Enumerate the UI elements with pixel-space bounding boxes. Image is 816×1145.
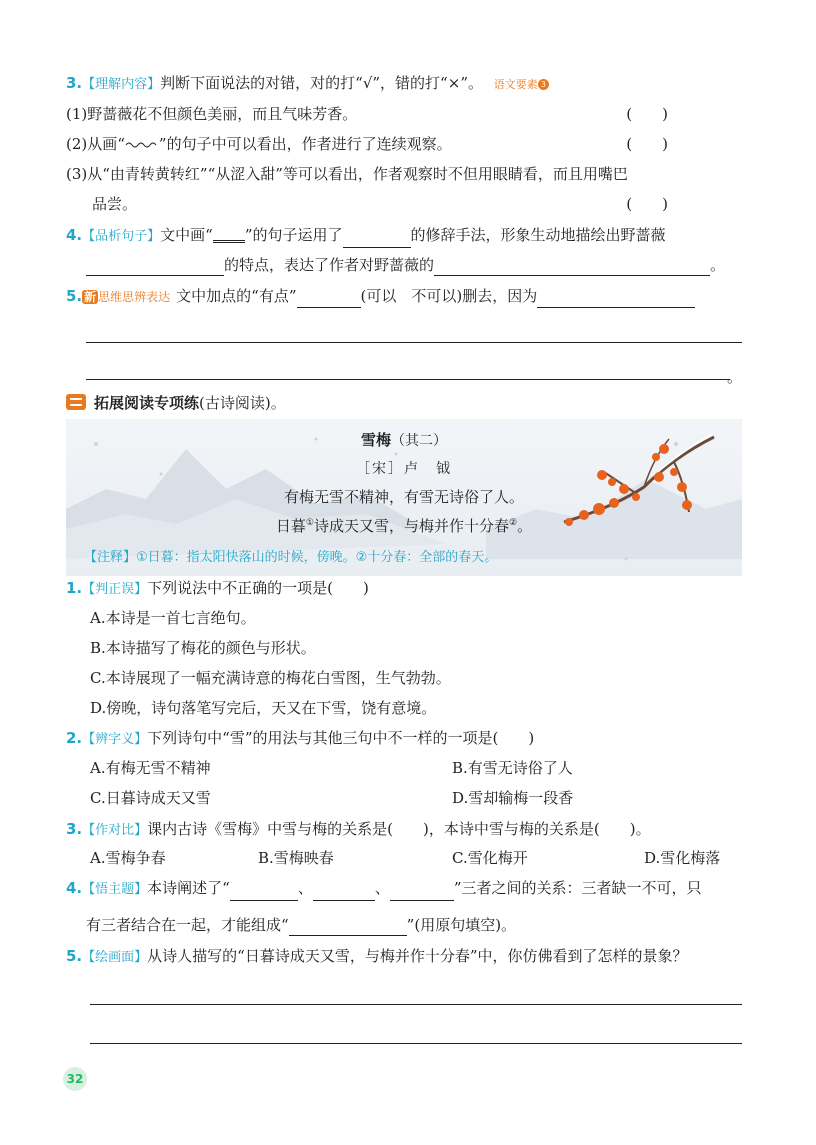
q3-x-mark: ×	[447, 74, 461, 92]
q5-number: 5.	[66, 287, 83, 305]
poem-title-sub: （其二）	[391, 433, 447, 449]
s2-q3-option-b[interactable]: B.雪梅映春	[258, 849, 334, 867]
q3-item-3-cont-text: 品尝。	[92, 195, 138, 213]
s2-q4-text-c: 有三者结合在一起，才能组成“	[86, 916, 289, 934]
badge-label: 语文要素	[493, 78, 538, 91]
q3-tag: 【理解内容】	[82, 77, 161, 92]
q4-blank-feeling[interactable]	[434, 259, 710, 276]
s2-q2-tag: 【辨字义】	[82, 732, 148, 747]
s2-q4-blank-4[interactable]	[289, 919, 407, 936]
q3-text: 判断下面说法的对错，对的打“√”，错的打“	[160, 74, 448, 92]
s2-q1-option-a[interactable]: A.本诗是一首七言绝句。	[90, 609, 256, 627]
q3-item-3-cont	[92, 193, 742, 215]
s2-q5-text: 从诗人描写的“日暮诗成天又雪，与梅并作十分春”中，你仿佛看到了怎样的景象？	[147, 947, 688, 965]
s2-q5-number: 5.	[66, 947, 83, 965]
q5-blank-choice[interactable]	[297, 291, 361, 308]
section-2-subtitle: (古诗阅读)。	[199, 394, 286, 412]
q3-item-3	[66, 163, 742, 185]
s2-q4-text-d: ”(用原句填空)。	[406, 916, 517, 934]
q3-number: 3.	[66, 74, 83, 92]
q5-end-period: 。	[726, 368, 742, 386]
s2-q2-option-a[interactable]: A.有梅无雪不精神	[90, 759, 211, 777]
q4-number: 4.	[66, 226, 83, 244]
s2-q2-option-d[interactable]: D.雪却输梅一段香	[452, 789, 574, 807]
poem-line-2-c: 。	[517, 517, 533, 535]
s2-q5-answer-line-1[interactable]	[90, 1004, 742, 1005]
q5-text-b: (可以 不可以)删去，因为	[360, 287, 538, 305]
q4-text-d: 的特点，表达了作者对野蔷薇的	[224, 256, 435, 274]
poem-box	[66, 419, 742, 576]
q3-item-2-text-b: ”的句子中可以看出，作者进行了连续观察。	[158, 135, 452, 153]
s2-q4-tag: 【悟主题】	[82, 882, 148, 897]
q3-item-2-text-a: (2)从画“	[66, 135, 125, 153]
s2-q3-number: 3.	[66, 820, 83, 838]
s2-q4-blank-3[interactable]	[390, 884, 454, 901]
q3-item-2	[66, 133, 742, 155]
s2-q2	[66, 727, 742, 749]
q5-line-1	[66, 285, 742, 307]
q4-blank-rhetoric[interactable]	[343, 231, 411, 248]
poem-title	[66, 429, 742, 450]
s2-q1	[66, 577, 742, 599]
s2-q2-option-c[interactable]: C.日暮诗成天又雪	[90, 789, 211, 807]
section-2-header	[66, 392, 286, 414]
language-element-badge	[494, 74, 549, 96]
q4-line-2	[86, 254, 742, 276]
s2-q3-tag: 【作对比】	[82, 823, 148, 838]
poem-line-2-a: 日暮	[275, 517, 306, 535]
thinking-tag-label: 思维思辨表达	[98, 290, 171, 304]
s2-q1-option-c[interactable]: C.本诗展现了一幅充满诗意的梅花白雪图，生气勃勃。	[90, 669, 451, 687]
q3-item-1	[66, 103, 742, 125]
page-number: 32	[63, 1067, 87, 1091]
s2-q5-answer-line-2[interactable]	[90, 1043, 742, 1044]
s2-q2-option-b[interactable]: B.有雪无诗俗了人	[452, 759, 573, 777]
double-underline-icon	[213, 230, 245, 243]
s2-q1-tag: 【判正误】	[82, 582, 148, 597]
poem-line-2-b: 诗成天又雪，与梅并作十分春	[313, 517, 509, 535]
q3-item-1-text: (1)野蔷薇花不但颜色美丽，而且气味芳香。	[66, 105, 358, 123]
answer-line-2[interactable]	[86, 379, 730, 380]
q5-text-a: 文中加点的“有点”	[176, 287, 297, 305]
s2-q4-text-a: 本诗阐述了“	[147, 879, 230, 897]
new-thinking-tag	[82, 290, 170, 304]
poem-author: ［宋］卢 钺	[356, 461, 452, 477]
s2-q4-sep-1: 、	[297, 879, 313, 897]
poem-notes: 【注释】①日暮：指太阳快落山的时候，傍晚。②十分春：全部的春天。	[84, 550, 498, 565]
s2-q3	[66, 818, 742, 840]
wavy-underline-icon	[125, 141, 159, 149]
s2-q1-option-b[interactable]: B.本诗描写了梅花的颜色与形状。	[90, 639, 316, 657]
poem-title-text: 雪梅	[360, 431, 391, 449]
footnote-2-mark: ②	[509, 518, 518, 528]
badge-number: 3	[538, 79, 549, 90]
s2-q4-line-1	[66, 877, 742, 899]
q3-item-3-text: (3)从“由青转黄转红”“从涩入甜”等可以看出，作者观察时不但用眼睛看，而且用嘴巴	[66, 165, 628, 183]
answer-line-1[interactable]	[86, 342, 742, 343]
q4-line-1	[66, 224, 742, 246]
s2-q1-option-d[interactable]: D.傍晚，诗句落笔写完后，天又在下雪，饶有意境。	[90, 699, 437, 717]
q4-blank-feature[interactable]	[86, 259, 224, 276]
s2-q4-number: 4.	[66, 879, 83, 897]
q3-header	[66, 72, 742, 94]
s2-q2-text: 下列诗句中“雪”的用法与其他三句中不一样的一项是( )	[147, 729, 535, 747]
s2-q4-blank-2[interactable]	[313, 884, 375, 901]
s2-q2-number: 2.	[66, 729, 83, 747]
new-tag-label: 新	[84, 290, 97, 304]
answer-paren-1[interactable]: ( )	[626, 105, 668, 123]
s2-q1-text: 下列说法中不正确的一项是( )	[147, 579, 369, 597]
section-2-title: 拓展阅读专项练	[94, 394, 200, 412]
s2-q3-option-a[interactable]: A.雪梅争春	[90, 849, 166, 867]
q4-text-a: 文中画“	[160, 226, 213, 244]
s2-q3-text: 课内古诗《雪梅》中雪与梅的关系是( )，本诗中雪与梅的关系是( )。	[147, 820, 651, 838]
s2-q4-line-2	[86, 914, 742, 936]
s2-q1-number: 1.	[66, 579, 83, 597]
q3-text2: ”。	[460, 74, 483, 92]
section-2-icon	[66, 394, 86, 410]
s2-q5-tag: 【绘画面】	[82, 950, 148, 965]
poem-line-1: 有梅无雪不精神，有雪无诗俗了人。	[283, 488, 524, 506]
q4-text-b: ”的句子运用了	[244, 226, 343, 244]
s2-q3-option-d[interactable]: D.雪化梅落	[644, 849, 721, 867]
answer-paren-2[interactable]: ( )	[626, 135, 668, 153]
s2-q4-text-b: ”三者之间的关系：三者缺一不可，只	[453, 879, 702, 897]
footnote-1-mark: ①	[305, 518, 314, 528]
poem-line-2	[66, 515, 742, 536]
q4-tag: 【品析句子】	[82, 229, 161, 244]
q4-text-e: 。	[710, 256, 726, 274]
q5-blank-reason[interactable]	[537, 291, 695, 308]
q4-text-c: 的修辞手法，形象生动地描绘出野蔷薇	[410, 226, 666, 244]
s2-q4-sep-2: 、	[374, 879, 390, 897]
s2-q5	[66, 945, 742, 967]
answer-paren-3[interactable]: ( )	[626, 195, 668, 213]
s2-q4-blank-1[interactable]	[230, 884, 298, 901]
s2-q3-option-c[interactable]: C.雪化梅开	[452, 849, 528, 867]
